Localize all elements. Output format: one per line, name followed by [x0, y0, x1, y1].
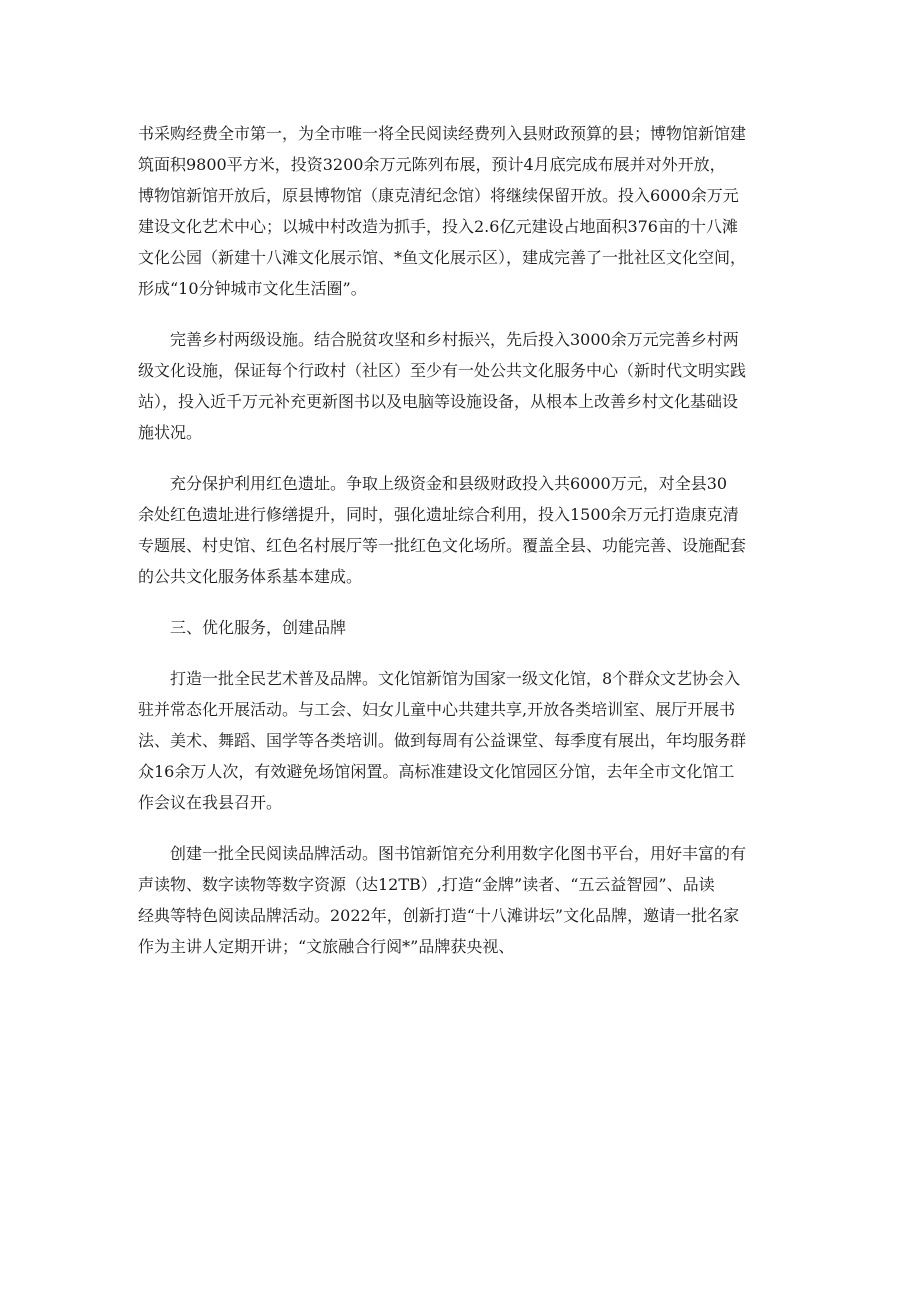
- text-line: 博物馆新馆开放后，原县博物馆（康克清纪念馆）将继续保留开放。投入6000余万元: [138, 186, 739, 205]
- text-line: 形成“10分钟城市文化生活圈”。: [138, 279, 367, 298]
- text-line: 作会议在我县召开。: [138, 793, 283, 812]
- text-line: 众16余万人次，有效避免场馆闲置。高标准建设文化馆园区分馆，去年全市文化馆工: [138, 762, 735, 781]
- paragraph-rural-facilities: [138, 324, 788, 448]
- paragraph-arts-brand: [138, 663, 788, 818]
- text-line: 书采购经费全市第一，为全市唯一将全民阅读经费列入县财政预算的县；博物馆新馆建: [138, 124, 747, 143]
- text-line: 声读物、数字读物等数字资源（达12TB）,打造“金牌”读者、“五云益智园”、品读: [138, 875, 715, 894]
- text-line: 驻并常态化开展活动。与工会、妇女儿童中心共建共享,开放各类培训室、展厅开展书: [138, 700, 736, 719]
- text-line: 建设文化艺术中心；以城中村改造为抓手，投入2.6亿元建设占地面积376亩的十八滩: [138, 217, 738, 236]
- paragraph-reading-brand: [138, 838, 788, 962]
- text-line: 作为主讲人定期开讲；“文旅融合行阅*”品牌获央视、: [138, 937, 515, 956]
- document-body: [138, 118, 788, 962]
- text-line: 创建一批全民阅读品牌活动。图书馆新馆充分利用数字化图书平台，用好丰富的有: [170, 844, 747, 863]
- text-line: 充分保护利用红色遗址。争取上级资金和县级财政投入共6000万元，对全县30: [170, 474, 728, 493]
- text-line: 完善乡村两级设施。结合脱贫攻坚和乡村振兴，先后投入3000余万元完善乡村两: [170, 330, 739, 349]
- text-line: 级文化设施，保证每个行政村（社区）至少有一处公共文化服务中心（新时代文明实践: [138, 361, 747, 380]
- paragraph-library-museum: [138, 118, 788, 304]
- text-line: 的公共文化服务体系基本建成。: [138, 567, 363, 586]
- text-line: 经典等特色阅读品牌活动。2022年，创新打造“十八滩讲坛”文化品牌，邀请一批名家: [138, 906, 740, 925]
- text-line: 打造一批全民艺术普及品牌。文化馆新馆为国家一级文化馆，8个群众文艺协会入: [170, 669, 741, 688]
- text-line: 法、美术、舞蹈、国学等各类培训。做到每周有公益课堂、每季度有展出，年均服务群: [138, 731, 747, 750]
- text-line: 站），投入近千万元补充更新图书以及电脑等设施设备，从根本上改善乡村文化基础设: [138, 392, 739, 411]
- text-line: 筑面积9800平方米，投资3200余万元陈列布展，预计4月底完成布展并对外开放，: [138, 155, 726, 174]
- paragraph-red-sites: [138, 468, 788, 592]
- section-heading: 三、优化服务，创建品牌: [170, 618, 347, 637]
- text-line: 余处红色遗址进行修缮提升，同时，强化遗址综合利用，投入1500余万元打造康克清: [138, 505, 739, 524]
- text-line: 施状况。: [138, 423, 203, 442]
- text-line: 专题展、村史馆、红色名村展厅等一批红色文化场所。覆盖全县、功能完善、设施配套: [138, 536, 747, 555]
- text-line: 文化公园（新建十八滩文化展示馆、*鱼文化展示区），建成完善了一批社区文化空间，: [138, 248, 747, 267]
